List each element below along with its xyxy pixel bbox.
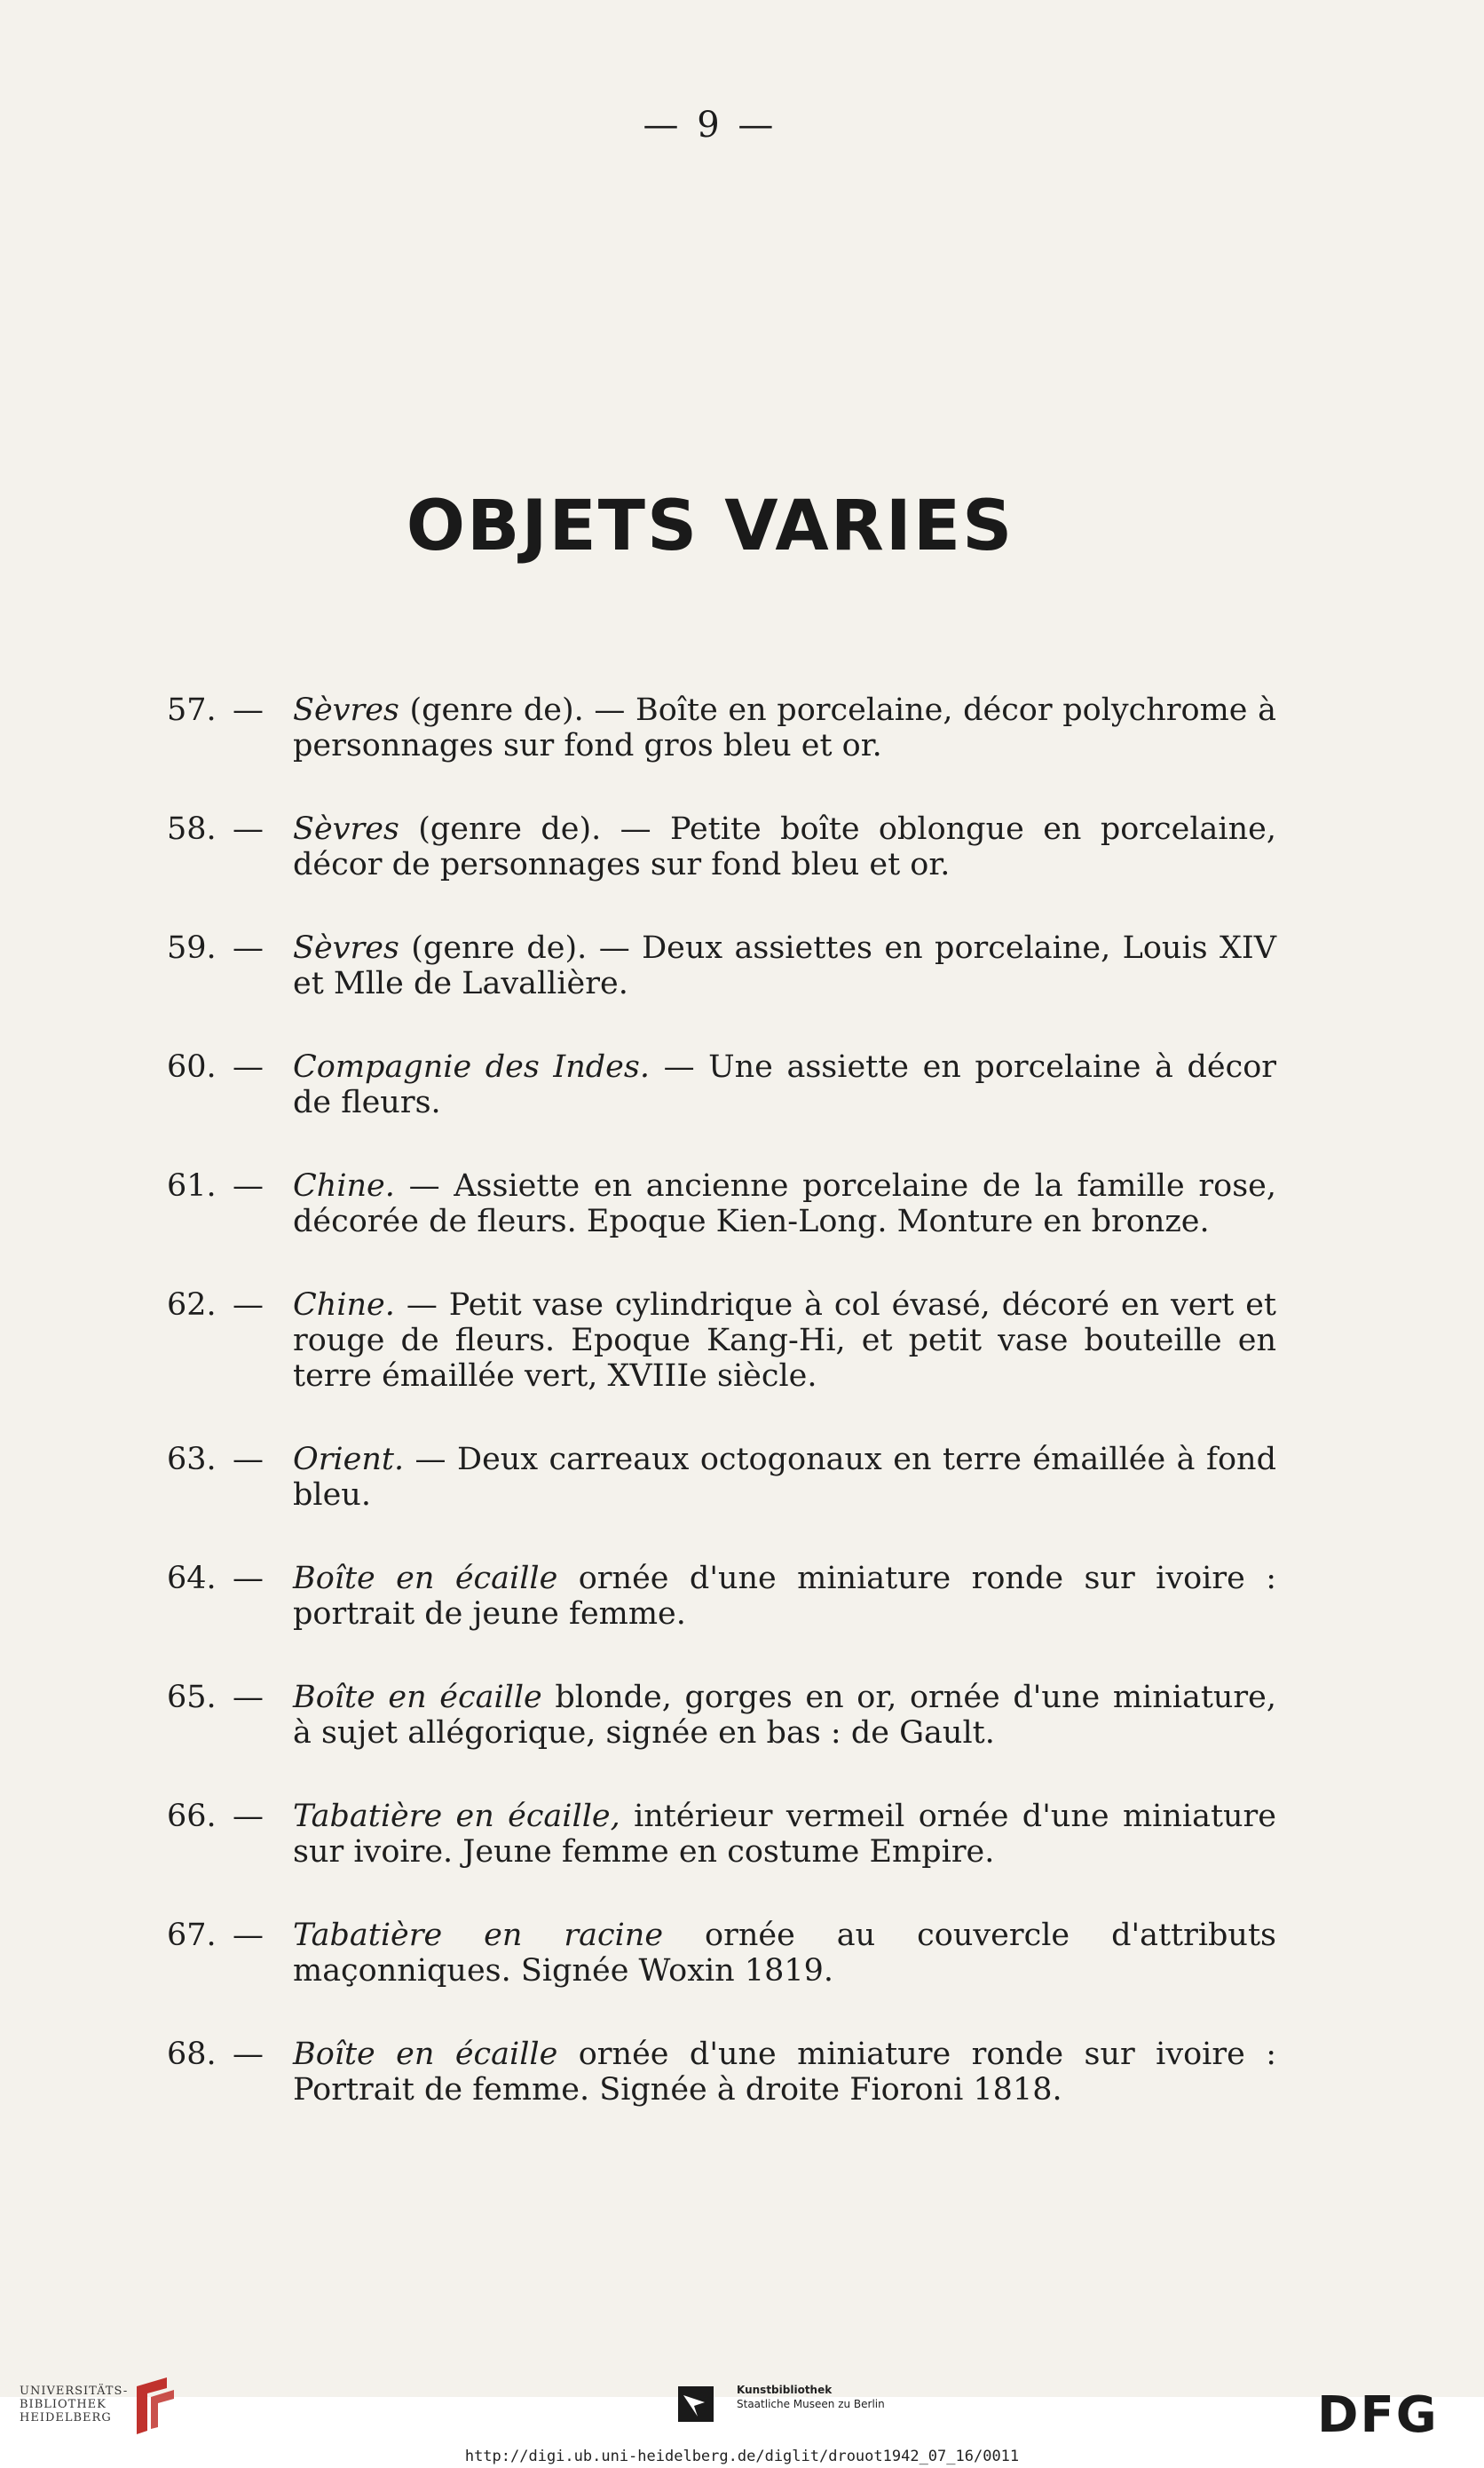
permalink-url[interactable]: http://digi.ub.uni-heidelberg.de/diglit/drouot1942_07_16/0011 <box>464 2448 1020 2465</box>
catalogue-entry <box>167 692 1276 763</box>
catalogue-entry <box>167 811 1276 882</box>
entry-text: — Petit vase cylindrique à col évasé, décoré en vert et rouge de fleurs. Epoque Kang-Hi, et petit vase bouteille en terre émaillée vert, XVIIIe siècle. <box>293 1287 1276 1394</box>
entry-dash: — <box>233 692 264 728</box>
entry-number: 62. <box>167 1287 217 1323</box>
entry-number: 63. <box>167 1442 217 1477</box>
entry-text: (genre de). — Deux assiettes en porcelaine, Louis XIV et Mlle de Lavallière. <box>293 930 1276 1001</box>
catalogue-entry <box>167 1287 1276 1394</box>
entry-dash: — <box>233 1561 264 1596</box>
entry-lead: Boîte en écaille <box>293 1680 542 1715</box>
entry-dash: — <box>233 1918 264 1953</box>
entry-number: 60. <box>167 1049 217 1085</box>
entry-number: 66. <box>167 1799 217 1834</box>
page-number: — 9 — <box>643 105 778 146</box>
entry-lead: Sèvres <box>293 692 399 728</box>
entry-text: ornée d'une miniature ronde sur ivoire : portrait de jeune femme. <box>293 1561 1277 1632</box>
section-title: OBJETS VARIES <box>406 486 1014 566</box>
catalogue-entry <box>167 1918 1276 1989</box>
entry-number: 57. <box>167 692 217 728</box>
entry-lead: Boîte en écaille <box>293 1561 558 1596</box>
entry-text: — Deux carreaux octogonaux en terre émaillée à fond bleu. <box>293 1442 1276 1513</box>
entry-lead: Chine. <box>293 1168 395 1204</box>
entry-lead: Sèvres <box>293 811 399 847</box>
kb-name: Kunstbibliothek <box>737 2384 833 2396</box>
catalogue-entry <box>167 1799 1276 1870</box>
logo-line: UNIVERSITÄTS- <box>20 2385 129 2398</box>
entry-text: blonde, gorges en or, ornée d'une miniature, à sujet allégorique, signée en bas : de Gault. <box>293 1680 1276 1751</box>
entry-lead: Boîte en écaille <box>293 2037 558 2072</box>
catalogue-entry <box>167 1168 1276 1239</box>
entry-number: 67. <box>167 1918 217 1953</box>
entry-number: 64. <box>167 1561 217 1596</box>
catalogue-entry <box>167 1049 1276 1120</box>
entry-lead: Chine. <box>293 1287 395 1323</box>
entry-dash: — <box>233 1442 264 1477</box>
kb-sub: Staatliche Museen zu Berlin <box>737 2398 885 2410</box>
entry-text: (genre de). — Petite boîte oblongue en porcelaine, décor de personnages sur fond bleu et or. <box>293 811 1276 882</box>
dfg-logo[interactable]: DFG <box>1317 2386 1439 2444</box>
entry-lead: Orient. <box>293 1442 405 1477</box>
entry-text: — Une assiette en porcelaine à décor de fleurs. <box>293 1049 1276 1120</box>
entry-number: 65. <box>167 1680 217 1715</box>
university-emblem-icon <box>131 2376 179 2440</box>
university-library-logo[interactable] <box>20 2385 128 2424</box>
entry-dash: — <box>233 1287 264 1323</box>
logo-line: HEIDELBERG <box>20 2411 112 2424</box>
entry-dash: — <box>233 1680 264 1715</box>
kunstbibliothek-logo-icon <box>678 2386 714 2422</box>
entry-dash: — <box>233 1799 264 1834</box>
entry-text: ornée au couvercle d'attributs maçonniques. Signée Woxin 1819. <box>293 1918 1276 1989</box>
entry-lead: Sèvres <box>293 930 399 966</box>
catalogue-entry <box>167 930 1276 1001</box>
entry-text: — Assiette en ancienne porcelaine de la famille rose, décorée de fleurs. Epoque Kien-Long. Monture en bronze. <box>293 1168 1276 1239</box>
catalogue-entry <box>167 2037 1276 2108</box>
entry-lead: Tabatière en racine <box>293 1918 664 1953</box>
catalogue-entries <box>167 692 1276 2156</box>
entry-lead: Tabatière en écaille, <box>293 1799 620 1834</box>
entry-number: 58. <box>167 811 217 847</box>
entry-dash: — <box>233 811 264 847</box>
entry-dash: — <box>233 930 264 966</box>
catalogue-entry <box>167 1561 1276 1632</box>
entry-number: 68. <box>167 2037 217 2072</box>
catalogue-entry <box>167 1442 1276 1513</box>
entry-number: 59. <box>167 930 217 966</box>
entry-number: 61. <box>167 1168 217 1204</box>
catalogue-entry <box>167 1680 1276 1751</box>
entry-text: intérieur vermeil ornée d'une miniature sur ivoire. Jeune femme en costume Empire. <box>293 1799 1277 1870</box>
entry-dash: — <box>233 1168 264 1204</box>
entry-lead: Compagnie des Indes. <box>293 1049 650 1085</box>
logo-line: BIBLIOTHEK <box>20 2398 107 2411</box>
entry-text: ornée d'une miniature ronde sur ivoire : Portrait de femme. Signée à droite Fioroni 1818. <box>293 2037 1277 2108</box>
entry-dash: — <box>233 2037 264 2072</box>
entry-text: (genre de). — Boîte en porcelaine, décor polychrome à personnages sur fond gros bleu et or. <box>293 692 1276 763</box>
entry-dash: — <box>233 1049 264 1085</box>
kunstbibliothek-label[interactable] <box>737 2383 885 2411</box>
